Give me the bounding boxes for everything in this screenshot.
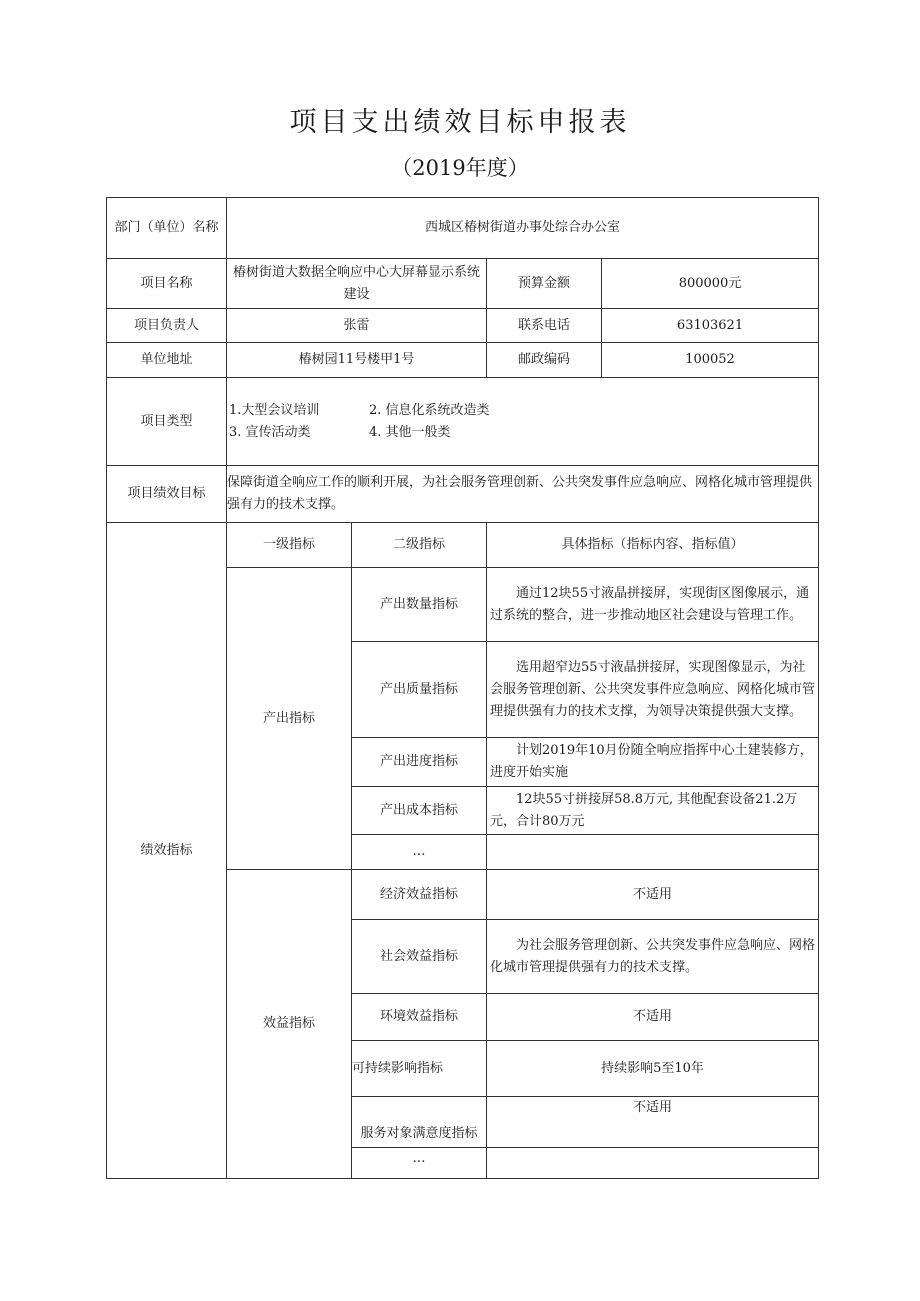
type-option: 1.大型会议培训 [229, 402, 320, 418]
indicator-name: … [352, 1148, 487, 1179]
indicator-value: 选用超窄边55寸液晶拼接屏，实现图像显示，为社会服务管理创新、公共突发事件应急响应、网格化城市管理提供强有力的技术支撑，为领导决策提供强大支撑。 [487, 642, 819, 738]
output-label: 产出指标 [227, 568, 352, 870]
header-level2: 二级指标 [352, 523, 487, 568]
table-row [107, 378, 819, 466]
indicator-name: 可持续影响指标 [352, 1041, 487, 1097]
indicator-name: 环境效益指标 [352, 994, 487, 1041]
phone-value: 63103621 [602, 309, 819, 343]
address-label: 单位地址 [107, 343, 227, 378]
indicator-value: 计划2019年10月份随全响应指挥中心土建装修方，进度开始实施 [487, 738, 819, 787]
indicator-value: 通过12块55寸液晶拼接屏，实现街区图像展示，通过系统的整合，进一步推动地区社会建设与管理工作。 [487, 568, 819, 642]
leader-label: 项目负责人 [107, 309, 227, 343]
project-type-label: 项目类型 [107, 378, 227, 466]
performance-target-table [106, 197, 819, 1179]
budget-label: 预算金额 [487, 259, 602, 309]
benefit-label: 效益指标 [227, 870, 352, 1179]
indicator-name: … [352, 835, 487, 870]
indicators-label: 绩效指标 [107, 523, 227, 1179]
type-option: 3. 宣传活动类 [229, 424, 311, 440]
indicator-value: 不适用 [487, 1097, 819, 1148]
goal-value: 保障街道全响应工作的顺利开展，为社会服务管理创新、公共突发事件应急响应、网格化城市管理提供强有力的技术支撑。 [227, 466, 819, 523]
postcode-value: 100052 [602, 343, 819, 378]
type-option: 2. 信息化系统改造类 [369, 402, 490, 418]
indicator-value: 不适用 [487, 870, 819, 920]
table-row [107, 259, 819, 309]
phone-label: 联系电话 [487, 309, 602, 343]
address-value: 椿树园11号楼甲1号 [227, 343, 487, 378]
project-name-value: 椿树街道大数据全响应中心大屏幕显示系统建设 [227, 259, 487, 309]
type-option: 4. 其他一般类 [369, 424, 451, 440]
header-level1: 一级指标 [227, 523, 352, 568]
budget-value: 800000元 [602, 259, 819, 309]
indicator-value: 12块55寸拼接屏58.8万元, 其他配套设备21.2万元，合计80万元 [487, 787, 819, 835]
indicator-name: 产出质量指标 [352, 642, 487, 738]
indicator-name: 产出成本指标 [352, 787, 487, 835]
indicator-value: 持续影响5至10年 [487, 1041, 819, 1097]
indicator-value [487, 835, 819, 870]
postcode-label: 邮政编码 [487, 343, 602, 378]
table-row [107, 343, 819, 378]
table-row [107, 523, 819, 568]
goal-label: 项目绩效目标 [107, 466, 227, 523]
indicator-name: 产出进度指标 [352, 738, 487, 787]
page-title: 项目支出绩效目标申报表 [289, 107, 631, 138]
project-type-value [227, 378, 819, 466]
indicator-name: 社会效益指标 [352, 920, 487, 994]
table-row [107, 198, 819, 259]
table-row [107, 309, 819, 343]
page-subtitle: （2019年度） [391, 156, 529, 180]
dept-value: 西城区椿树街道办事处综合办公室 [227, 198, 819, 259]
table-row [107, 466, 819, 523]
dept-label: 部门（单位）名称 [107, 198, 227, 259]
project-name-label: 项目名称 [107, 259, 227, 309]
indicator-name: 服务对象满意度指标 [352, 1097, 487, 1148]
leader-value: 张雷 [227, 309, 487, 343]
indicator-value [487, 1148, 819, 1179]
indicator-name: 产出数量指标 [352, 568, 487, 642]
indicator-value: 不适用 [487, 994, 819, 1041]
indicator-value: 为社会服务管理创新、公共突发事件应急响应、网格化城市管理提供强有力的技术支撑。 [487, 920, 819, 994]
indicator-name: 经济效益指标 [352, 870, 487, 920]
header-detail: 具体指标（指标内容、指标值） [487, 523, 819, 568]
